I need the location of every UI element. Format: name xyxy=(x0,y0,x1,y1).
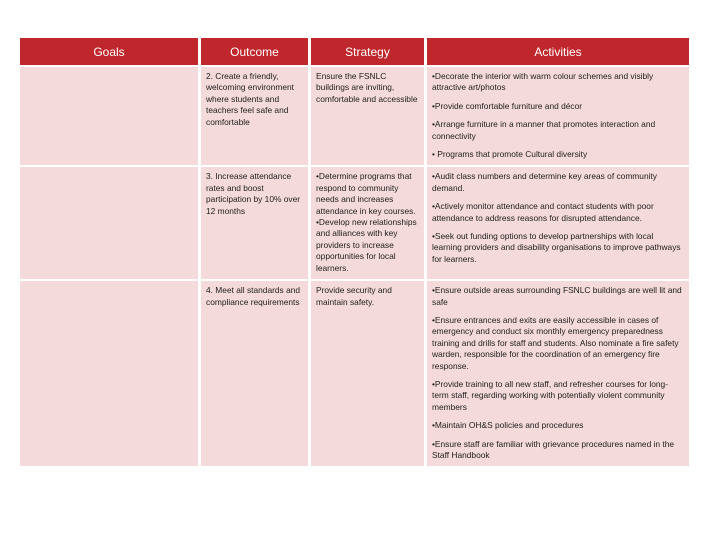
header-goals: Goals xyxy=(20,38,198,65)
activities-cell xyxy=(427,167,689,279)
activities-cell xyxy=(427,67,689,165)
header-outcome: Outcome xyxy=(201,38,308,65)
strategy-cell xyxy=(311,167,424,279)
header-activities: Activities xyxy=(427,38,689,65)
outcome-cell xyxy=(201,281,308,466)
header-strategy: Strategy xyxy=(311,38,424,65)
strategy-text: •Determine programs that respond to community needs and increases attendance in key courses. •Develop new relationships and alliances with key providers to increase opportunities for local learners. xyxy=(316,171,417,273)
outcome-text: 3. Increase attendance rates and boost participation by 10% over 12 months xyxy=(206,171,301,216)
activity-item: •Arrange furniture in a manner that promotes interaction and connectivity xyxy=(432,119,656,141)
activity-item: •Audit class numbers and determine key areas of community demand. xyxy=(432,171,657,193)
goal-cell xyxy=(20,67,198,165)
strategy-cell xyxy=(311,281,424,466)
strategy-cell xyxy=(311,67,424,165)
activity-item: •Ensure entrances and exits are easily accessible in cases of emergency and conduct six monthly emergency preparedness training and drills for staff and students. Also nominate a fire safety warden, responsible for the coordination of an emergency fire response. xyxy=(432,314,679,371)
activities-cell xyxy=(427,281,689,466)
goal-cell xyxy=(20,167,198,279)
outcome-text: 4. Meet all standards and compliance requirements xyxy=(206,285,301,307)
activity-item: •Actively monitor attendance and contact students with poor attendance to address reasons for disrupted attendance. xyxy=(432,201,654,223)
activity-item: •Provide training to all new staff, and refresher courses for long-term staff, regarding working with potentially violent community members xyxy=(432,378,669,412)
activity-item: •Seek out funding options to develop partnerships with local learning providers and disability organisations to improve pathways for learners. xyxy=(432,231,681,264)
activity-item: •Decorate the interior with warm colour schemes and visibly attractive art/photos xyxy=(432,71,654,93)
activity-item: •Maintain OH&S policies and procedures xyxy=(432,420,584,431)
strategy-text: Provide security and maintain safety. xyxy=(316,285,392,307)
activity-item: •Provide comfortable furniture and décor xyxy=(432,100,583,111)
activity-item: •Ensure staff are familiar with grievance procedures named in the Staff Handbook xyxy=(432,438,675,460)
activity-item: •Ensure outside areas surrounding FSNLC buildings are well lit and safe xyxy=(432,285,682,307)
outcome-text: 2. Create a friendly, welcoming environment where students and teachers feel safe and comfortable xyxy=(206,71,294,127)
outcome-cell xyxy=(201,67,308,165)
goal-cell xyxy=(20,281,198,466)
goals-table xyxy=(20,38,689,466)
outcome-cell xyxy=(201,167,308,279)
strategy-text: Ensure the FSNLC buildings are inviting, comfortable and accessible xyxy=(316,71,418,104)
activity-item: • Programs that promote Cultural diversity xyxy=(432,149,588,160)
